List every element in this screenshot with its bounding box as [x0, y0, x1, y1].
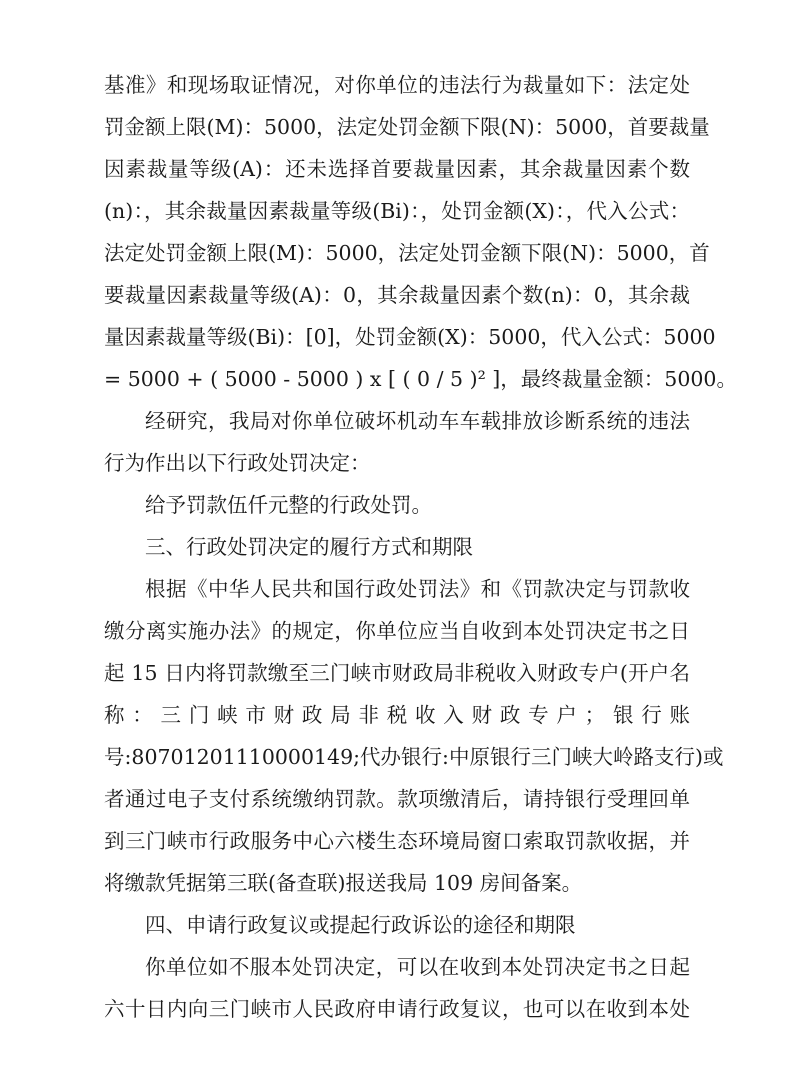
text-line-2: 罚金额上限(M)：5000，法定处罚金额下限(N)：5000，首要裁量 [104, 115, 710, 139]
text-line-1: 基准》和现场取证情况，对你单位的违法行为裁量如下：法定处 [104, 73, 690, 97]
text-line-15: 起 15 日内将罚款缴至三门峡市财政局非税收入财政专户(开户名 [104, 661, 690, 685]
text-line-8: = 5000 + ( 5000 - 5000 ) x [ ( 0 / 5 )² ]，最终裁量金额：5000。 [104, 367, 737, 391]
text-line-6: 要裁量因素裁量等级(A)：0，其余裁量因素个数(n)：0，其余裁 [104, 283, 690, 307]
text-line-4: (n)：，其余裁量因素裁量等级(Bi)：，处罚金额(X)：，代入公式： [104, 199, 690, 223]
text-line-18: 者通过电子支付系统缴纳罚款。款项缴清后，请持银行受理回单 [104, 787, 690, 811]
text-line-17: 号:80701201110000149;代办银行:中原银行三门峡大岭路支行)或 [104, 745, 724, 769]
text-line-13: 根据《中华人民共和国行政处罚法》和《罚款决定与罚款收 [145, 577, 690, 601]
text-line-23: 六十日内向三门峡市人民政府申请行政复议，也可以在收到本处 [104, 997, 690, 1021]
section-heading-3: 三、行政处罚决定的履行方式和期限 [145, 535, 473, 559]
text-line-19: 到三门峡市行政服务中心六楼生态环境局窗口索取罚款收据，并 [104, 829, 690, 853]
text-line-5: 法定处罚金额上限(M)：5000，法定处罚金额下限(N)：5000，首 [104, 241, 710, 265]
text-line-10: 行为作出以下行政处罚决定： [104, 451, 371, 475]
section-heading-4: 四、申请行政复议或提起行政诉讼的途径和期限 [145, 913, 576, 937]
text-line-22: 你单位如不服本处罚决定，可以在收到本处罚决定书之日起 [145, 955, 690, 979]
text-line-7: 量因素裁量等级(Bi)：[0]，处罚金额(X)：5000，代入公式：5000 [104, 325, 716, 349]
text-line-14: 缴分离实施办法》的规定，你单位应当自收到本处罚决定书之日 [104, 619, 690, 643]
text-line-20: 将缴款凭据第三联(备查联)报送我局 109 房间备案。 [104, 871, 583, 895]
text-line-3: 因素裁量等级(A)：还未选择首要裁量因素，其余裁量因素个数 [104, 157, 690, 181]
text-line-11: 给予罚款伍仟元整的行政处罚。 [145, 493, 432, 517]
text-line-16: 称：三门峡市财政局非税收入财政专户；银行账 [104, 703, 690, 727]
text-line-9: 经研究，我局对你单位破坏机动车车载排放诊断系统的违法 [145, 409, 690, 433]
